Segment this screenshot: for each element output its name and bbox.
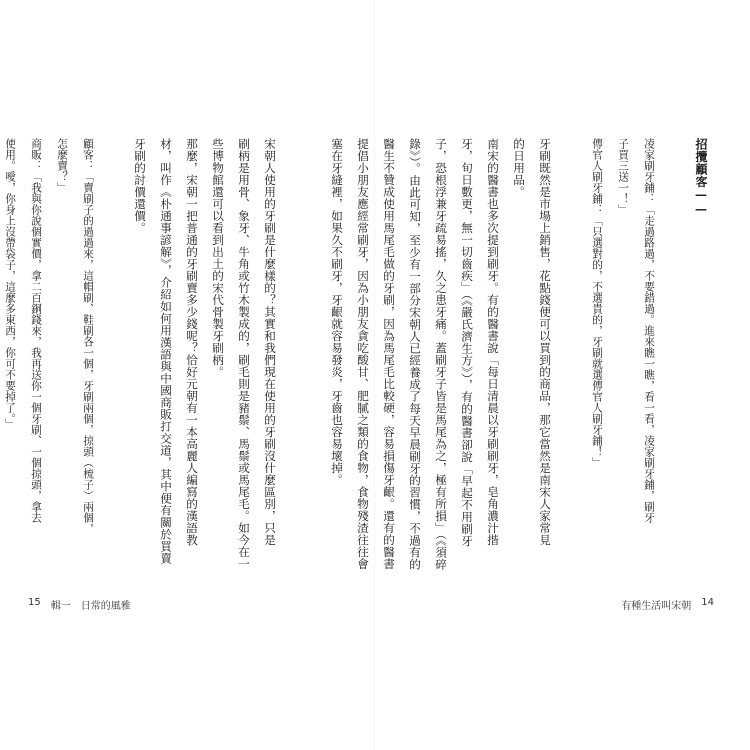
- column-spacer: [662, 138, 688, 578]
- text-column: 南宋的醫書也多次提到刷牙。有的醫書說「每日清晨以牙刷刷牙，皂角濃汁揩: [486, 138, 500, 546]
- text-column: 宋朝人使用的牙刷是什麼樣的？其實和我們現在使用的牙刷沒什麼區別，只是: [263, 138, 277, 546]
- text-column: 提倡小朋友應經常刷牙，因為小朋友貪吃酸甘、肥膩之類的食物，食物殘渣往往會: [356, 138, 370, 570]
- text-column: 子，恐根浮兼牙疏易搖，久之患牙痛。蓋刷牙子皆是馬尾為之，極有所損」（《須碎: [434, 138, 448, 571]
- right-page-text: [324, 138, 714, 578]
- text-column: 牙，旬日數更，無一切齒疾」（《嚴氏濟生方》），有的醫書卻說「早起不用刷牙: [460, 138, 474, 547]
- text-column: 些博物館還可以看到出土的宋代骨製牙刷柄。: [211, 138, 225, 378]
- right-page: [330, 0, 750, 750]
- right-running-head: 有種生活叫宋朝: [621, 601, 692, 612]
- text-column: 塞在牙縫裡，如果久不刷牙，牙齦就容易發炎，牙齒也容易壞掉。: [330, 138, 344, 486]
- text-column: 凌家刷牙鋪：「走過路過，不要錯過。進來瞧一瞧，看一看，凌家刷牙鋪，刷牙: [643, 138, 655, 523]
- text-column: 那麼，宋朝一把普通的牙刷賣多少錢呢？恰好元朝有一本高麗人編寫的漢語教: [185, 138, 199, 546]
- text-column: 牙刷的討價還價。: [133, 138, 147, 234]
- text-column: 刷柄是用骨、象牙、牛角或竹木製成的，刷毛則是豬鬃、馬鬃或馬尾毛。如今在一: [237, 138, 251, 570]
- text-column: 顧客：「賣刷子的過過來，這帽刷、鞋刷各一個，牙刷兩個，掠頭（梳子）兩個，: [82, 138, 94, 534]
- text-column: 牙刷既然是市場上銷售，花點錢便可以買到的商品，那它當然是南宋人家常見: [538, 138, 552, 546]
- left-running-head: 輯一 日常的風雅: [50, 601, 131, 612]
- right-page-footer: [621, 597, 714, 612]
- text-column: 的日用品。: [512, 138, 526, 198]
- section-heading: 招攬顧客——: [694, 138, 708, 217]
- left-page-text: [0, 138, 283, 578]
- text-column: 怎麼賣？」: [56, 138, 68, 193]
- text-column: 使用。噯，你身上沒帶袋子，這麼多東西，你可不要掉了。」: [4, 138, 16, 430]
- right-page-number: 14: [701, 597, 714, 608]
- text-column: 醫生不贊成使用馬尾毛做的牙刷，因為馬尾毛比較硬，容易損傷牙齦。還有的醫書: [382, 138, 396, 570]
- text-column: 傳官人刷牙鋪：「只選對的，不選貴的，牙刷就選傳官人刷牙鋪！」: [591, 138, 603, 468]
- text-column: 錄》）。由此可知，至少有一部分宋朝人已經養成了每天早晨刷牙的習慣，不過有的: [408, 138, 422, 571]
- column-spacer: [558, 138, 584, 578]
- left-page-number: 15: [28, 597, 41, 608]
- column-spacer: [101, 138, 127, 578]
- text-column: 商販：「我與你說個實價，拿二百銅錢來，我再送你一個牙刷、一個掠頭，拿去: [30, 138, 42, 523]
- text-column: 子買三送一！」: [617, 138, 629, 215]
- text-column: 材，叫作《朴通事諺解》，介紹如何用漢語與中國商販打交道，其中便有關於買賣: [159, 138, 173, 565]
- left-page-footer: [28, 597, 131, 612]
